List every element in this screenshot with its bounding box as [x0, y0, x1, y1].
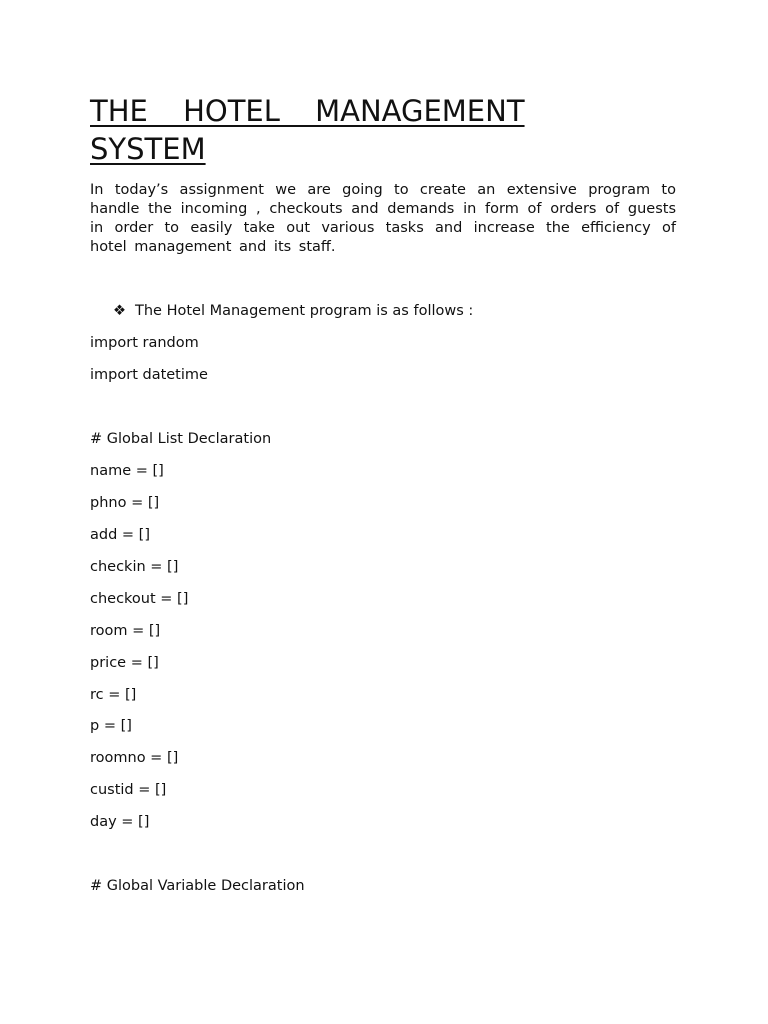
document-title — [90, 92, 590, 168]
title-line-2: SYSTEM — [90, 132, 206, 166]
title-line-1: THE HOTEL MANAGEMENT — [90, 94, 525, 128]
code-line-import-random: import random — [90, 335, 199, 351]
code-line-name: name = [] — [90, 463, 164, 479]
intro-paragraph: In today’s assignment we are going to create an extensive program to handle the incoming , checkouts and demands in form of orders of guests in order to easily take out various tasks and increase the efficiency of hotel management and its staff. — [90, 182, 676, 255]
code-line-phno: phno = [] — [90, 495, 160, 511]
code-line-checkin: checkin = [] — [90, 559, 179, 575]
diamond-bullet-icon: ❖ — [113, 303, 126, 319]
code-line-p: p = [] — [90, 718, 132, 734]
code-comment-global-lists: # Global List Declaration — [90, 431, 272, 447]
code-line-roomno: roomno = [] — [90, 750, 179, 766]
bullet-text: The Hotel Management program is as follows : — [135, 303, 474, 319]
code-line-rc: rc = [] — [90, 687, 137, 703]
code-line-day: day = [] — [90, 814, 150, 830]
code-line-custid: custid = [] — [90, 782, 167, 798]
code-comment-global-variables: # Global Variable Declaration — [90, 878, 305, 894]
bullet-item — [113, 302, 473, 321]
code-line-import-datetime: import datetime — [90, 367, 208, 383]
code-line-price: price = [] — [90, 655, 159, 671]
code-line-checkout: checkout = [] — [90, 591, 189, 607]
code-line-add: add = [] — [90, 527, 150, 543]
code-line-room: room = [] — [90, 623, 161, 639]
